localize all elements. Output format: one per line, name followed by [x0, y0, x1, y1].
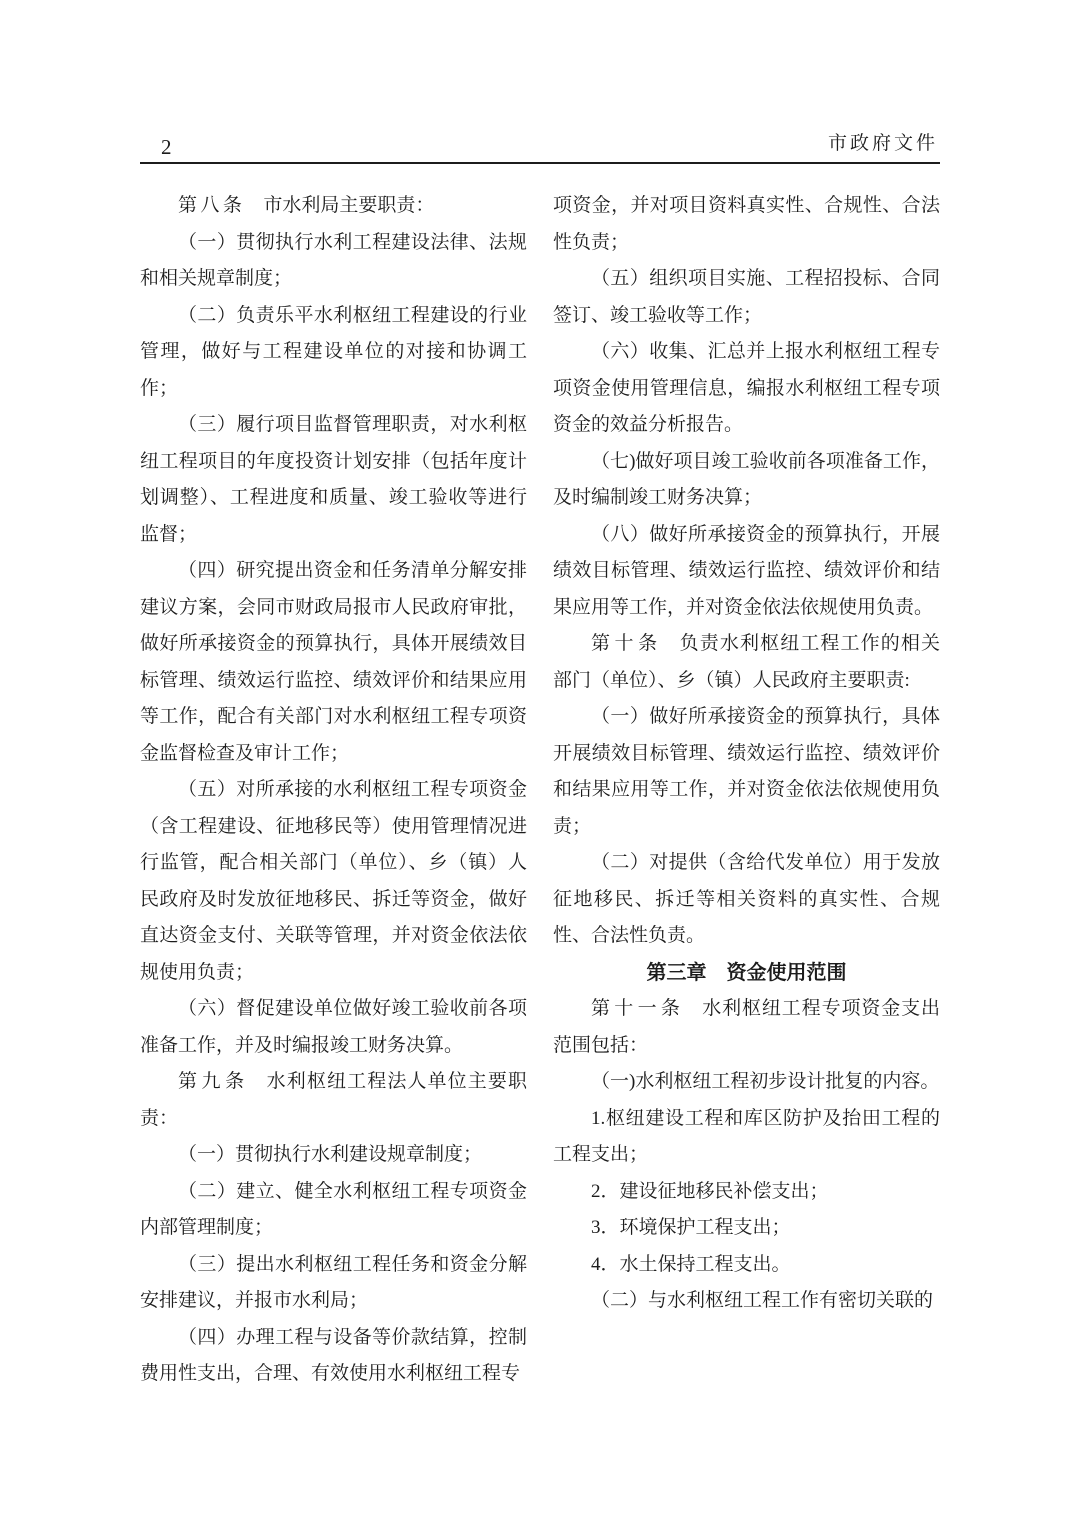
paragraph-text: 水利枢纽工程专项资金支出范围包括： [553, 998, 940, 1056]
paragraph-text: （二）建立、健全水利枢纽工程专项资金内部管理制度； [140, 1180, 527, 1238]
article-heading-paragraph [140, 1064, 527, 1137]
paragraph-text: （一)水利枢纽工程初步设计批复的内容。 [591, 1071, 940, 1092]
paragraph-text: （二）负责乐平水利枢纽工程建设的行业管理，做好与工程建设单位的对接和协调工作； [140, 304, 527, 399]
body-paragraph [553, 1101, 940, 1174]
body-paragraph [553, 1064, 940, 1101]
article-heading-paragraph [140, 188, 527, 225]
header-rule [140, 162, 940, 164]
paragraph-text: （一）贯彻执行水利工程建设法律、法规和相关规章制度； [140, 231, 527, 289]
body-paragraph [553, 1174, 940, 1211]
left-column [140, 188, 527, 1393]
body-paragraph [140, 553, 527, 772]
chapter-title-text: 第三章 资金使用范围 [646, 961, 847, 984]
body-paragraph [140, 407, 527, 553]
page-number: 2 [161, 135, 172, 159]
article-number: 第八条 [178, 195, 246, 216]
body-paragraph [140, 1174, 527, 1247]
paragraph-text: 项资金，并对项目资料真实性、合规性、合法性负责； [553, 195, 940, 253]
paragraph-text: （一）做好所承接资金的预算执行，具体开展绩效目标管理、绩效运行监控、绩效评价和结果应用等工作，并对资金依法依规使用负责； [553, 706, 940, 837]
paragraph-text: 1.枢纽建设工程和库区防护及抬田工程的工程支出； [553, 1107, 940, 1165]
body-paragraph [553, 334, 940, 444]
article-number: 第十一条 [591, 998, 685, 1019]
paragraph-text: 2．建设征地移民补偿支出； [591, 1180, 829, 1202]
chapter-heading [553, 955, 940, 992]
header-doc-label: 市政府文件 [827, 133, 938, 154]
body-paragraph [553, 1247, 940, 1284]
paragraph-text: （一）贯彻执行水利建设规章制度； [178, 1144, 483, 1165]
paragraph-text: （四）办理工程与设备等价款结算，控制费用性支出，合理、有效使用水利枢纽工程专 [140, 1326, 527, 1384]
body-paragraph [140, 298, 527, 408]
body-paragraph [140, 772, 527, 991]
paragraph-text: （五）组织项目实施、工程招投标、合同签订、竣工验收等工作； [553, 268, 940, 326]
paragraph-text: （六）督促建设单位做好竣工验收前各项准备工作，并及时编报竣工财务决算。 [140, 998, 527, 1056]
paragraph-text: （八）做好所承接资金的预算执行，开展绩效目标管理、绩效运行监控、绩效评价和结果应用等工作，并对资金依法依规使用负责。 [553, 523, 940, 618]
body-paragraph [553, 188, 940, 261]
body-paragraph [140, 1137, 527, 1174]
article-number: 第九条 [178, 1071, 249, 1092]
body-paragraph [553, 699, 940, 845]
body-paragraph [553, 845, 940, 955]
paragraph-text: （六）收集、汇总并上报水利枢纽工程专项资金使用管理信息，编报水利枢纽工程专项资金的效益分析报告。 [553, 341, 940, 435]
body-paragraph [553, 1283, 940, 1320]
paragraph-text: 负责水利枢纽工程工作的相关部门（单位）、乡（镇）人民政府主要职责: [553, 633, 940, 691]
paragraph-text: （二）与水利枢纽工程工作有密切关联的 [591, 1290, 934, 1311]
article-heading-paragraph [553, 626, 940, 699]
body-paragraph [140, 1247, 527, 1320]
body-paragraph [553, 517, 940, 627]
paragraph-text: （三）提出水利枢纽工程任务和资金分解安排建议，并报市水利局； [140, 1253, 527, 1311]
paragraph-text: （二）对提供（含给代发单位）用于发放征地移民、拆迁等相关资料的真实性、合规性、合法性负责。 [553, 852, 940, 946]
paragraph-text: （七)做好项目竣工验收前各项准备工作，及时编制竣工财务决算； [553, 450, 940, 508]
body-paragraph [140, 991, 527, 1064]
paragraph-text: 市水利局主要职责： [263, 195, 435, 216]
article-heading-paragraph [553, 991, 940, 1064]
paragraph-text: 水利枢纽工程法人单位主要职责： [140, 1071, 527, 1129]
paragraph-text: 3．环境保护工程支出； [591, 1217, 791, 1238]
article-number: 第十条 [591, 633, 662, 654]
paragraph-text: （四）研究提出资金和任务清单分解安排建议方案，会同市财政局报市人民政府审批，做好所承接资金的预算执行，具体开展绩效目标管理、绩效运行监控、绩效评价和结果应用等工作，配合有关部门对水利枢纽工程专项资金监督检查及审计工作； [140, 560, 527, 764]
body-paragraph [553, 444, 940, 517]
body-paragraph [140, 1320, 527, 1393]
paragraph-text: （五）对所承接的水利枢纽工程专项资金（含工程建设、征地移民等）使用管理情况进行监管，配合相关部门（单位）、乡（镇）人民政府及时发放征地移民、拆迁等资金，做好直达资金支付、关联等管理，并对资金依法依规使用负责； [140, 779, 527, 983]
right-column [553, 188, 940, 1320]
paragraph-text: （三）履行项目监督管理职责，对水利枢纽工程项目的年度投资计划安排（包括年度计划调整）、工程进度和质量、竣工验收等进行监督； [140, 414, 527, 545]
paragraph-text: 4．水土保持工程支出。 [591, 1253, 791, 1275]
body-paragraph [140, 225, 527, 298]
body-paragraph [553, 1210, 940, 1247]
body-paragraph [553, 261, 940, 334]
